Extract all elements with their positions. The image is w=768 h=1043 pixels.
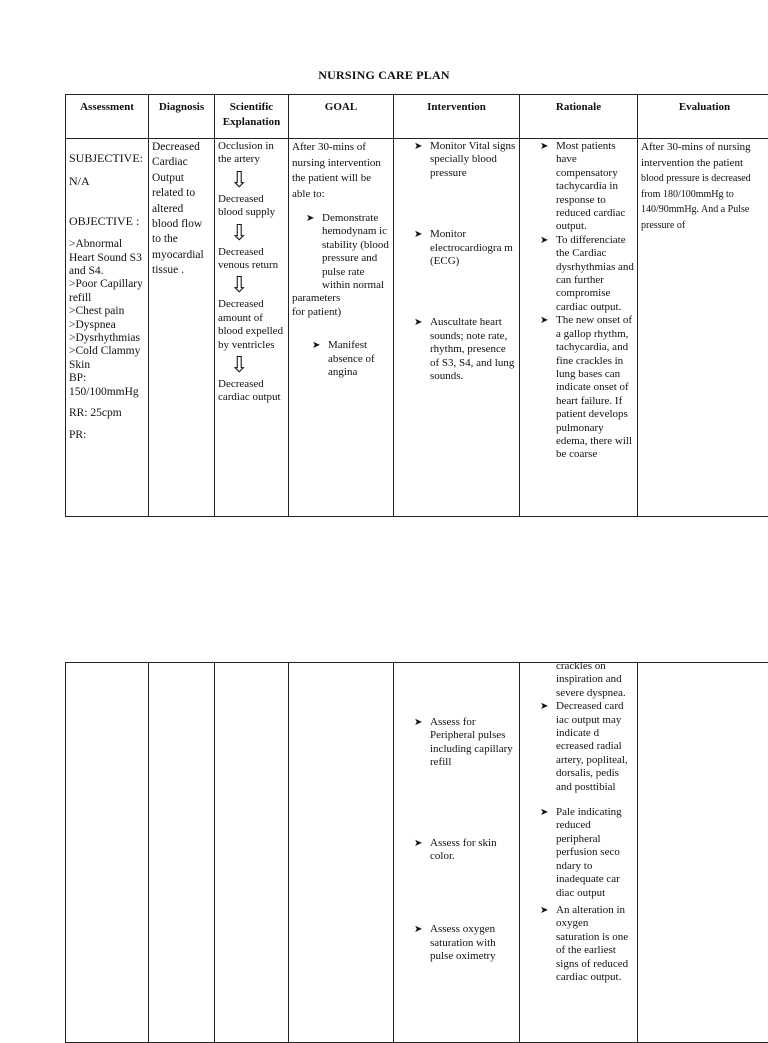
evaluation-text: After 30-mins of nursing intervention — [641, 141, 751, 169]
arrow-bullet-icon: ➤ — [312, 339, 320, 352]
arrow-bullet-icon: ➤ — [414, 923, 422, 936]
intervention-item: ➤ Monitor electrocardiogra m (ECG) — [412, 228, 516, 268]
explanation-cell — [215, 139, 289, 517]
pulse-rate: PR: — [69, 429, 145, 442]
arrow-down-icon: ⇩ — [230, 222, 285, 246]
arrow-bullet-icon: ➤ — [540, 314, 548, 327]
explanation-step: Decreased blood supply — [218, 193, 285, 220]
goal-item: ➤ Manifest absence of angina — [310, 339, 390, 379]
header-intervention: Intervention — [394, 95, 520, 139]
header-evaluation: Evaluation — [638, 95, 768, 139]
intervention-item: ➤ Monitor Vital signs specially blood pressure — [412, 140, 516, 180]
arrow-down-icon: ⇩ — [230, 354, 285, 378]
evaluation-cell — [638, 663, 768, 1043]
rationale-item: ➤ The new onset of a gallop rhythm, tachycardia, and fine crackles in lung bases can indicate onset of heart failure. If patient develops pulmonary edema, there will be coarse — [538, 314, 634, 461]
diagnosis-cell — [149, 139, 215, 517]
header-rationale: Rationale — [520, 95, 638, 139]
arrow-bullet-icon: ➤ — [414, 837, 422, 850]
explanation-step: Occlusion in the artery — [218, 140, 285, 167]
intervention-item: ➤ Assess for Peripheral pulses including capillary refill — [412, 716, 516, 770]
arrow-down-icon: ⇩ — [230, 169, 285, 193]
arrow-bullet-icon: ➤ — [414, 228, 422, 241]
arrow-bullet-icon: ➤ — [540, 234, 548, 247]
header-assessment: Assessment — [66, 95, 149, 139]
objective-label: OBJECTIVE : — [69, 215, 145, 228]
explanation-step: Decreased venous return — [218, 246, 285, 273]
goal-cell — [289, 663, 394, 1043]
assessment-cell — [66, 663, 149, 1043]
goal-cell — [289, 139, 394, 517]
assessment-cell — [66, 139, 149, 517]
respiratory-rate: RR: 25cpm — [69, 407, 145, 420]
subjective-value: N/A — [69, 175, 145, 188]
care-plan-table-continued — [65, 662, 768, 1043]
arrow-down-icon: ⇩ — [230, 274, 285, 298]
header-goal: GOAL — [289, 95, 394, 139]
evaluation-cell: After 30-mins of nursing intervention the patient blood pressure is decreased from 180/100mmHg to 140/90mmHg. And a Pulse pressure of — [638, 139, 768, 517]
subjective-label: SUBJECTIVE: — [69, 152, 145, 165]
explanation-cell — [215, 663, 289, 1043]
arrow-bullet-icon: ➤ — [540, 700, 548, 713]
table-row — [66, 139, 768, 517]
intervention-cell — [394, 663, 520, 1043]
diagnosis-text: Decreased Cardiac Output related to altered blood flow to the myocardial tissue . — [152, 140, 211, 279]
intervention-item: ➤ Assess for skin color. — [412, 837, 516, 864]
explanation-step: Decreased amount of blood expelled by ventricles — [218, 298, 285, 352]
arrow-bullet-icon: ➤ — [540, 140, 548, 153]
arrow-bullet-icon: ➤ — [540, 806, 548, 819]
intervention-item: ➤ Auscultate heart sounds; note rate, rhythm, presence of S3, S4, and lung sounds. — [412, 316, 516, 383]
care-plan-table — [65, 94, 768, 517]
header-row — [66, 95, 768, 139]
rationale-item: ➤ Decreased card iac output may indicate d ecreased radial artery, popliteal, dorsalis, pedis and posttibial — [538, 700, 634, 794]
arrow-bullet-icon: ➤ — [306, 212, 314, 225]
arrow-bullet-icon: ➤ — [414, 140, 422, 153]
rationale-item: ➤ An alteration in oxygen saturation is one of the earliest signs of reduced cardiac output. — [538, 904, 634, 984]
table-row — [66, 663, 768, 1043]
goal-intro: After 30-mins of nursing intervention the patient will be able to: — [292, 140, 390, 202]
rationale-cell — [520, 663, 638, 1043]
explanation-step: Decreased cardiac output — [218, 378, 285, 405]
rationale-continuation: crackles on inspiration and severe dyspnea. — [538, 660, 634, 700]
intervention-item: ➤ Assess oxygen saturation with pulse oximetry — [412, 923, 516, 963]
rationale-item: ➤ Pale indicating reduced peripheral perfusion seco ndary to inadequate car diac output — [538, 806, 634, 900]
intervention-cell — [394, 139, 520, 517]
header-diagnosis: Diagnosis — [149, 95, 215, 139]
arrow-bullet-icon: ➤ — [540, 904, 548, 917]
rationale-cell — [520, 139, 638, 517]
rationale-item: ➤ To differenciate the Cardiac dysrhythmias and can further compromise cardiac output. — [538, 234, 634, 314]
page-title: NURSING CARE PLAN — [0, 68, 768, 83]
objective-items: >Abnormal Heart Sound S3 and S4. >Poor Capillary refill >Chest pain >Dyspnea >Dysrhythmias >Cold Clammy Skin BP: 150/100mmHg — [69, 238, 145, 399]
goal-item-continued: parameters for patient) — [292, 292, 390, 319]
diagnosis-cell — [149, 663, 215, 1043]
rationale-item: ➤ Most patients have compensatory tachycardia in response to reduced cardiac output. — [538, 140, 634, 234]
header-scientific-explanation: Scientific Explanation — [215, 95, 289, 139]
goal-item: ➤ Demonstrate hemodynam ic stability (blood pressure and pulse rate within normal — [304, 212, 390, 292]
arrow-bullet-icon: ➤ — [414, 316, 422, 329]
arrow-bullet-icon: ➤ — [414, 716, 422, 729]
